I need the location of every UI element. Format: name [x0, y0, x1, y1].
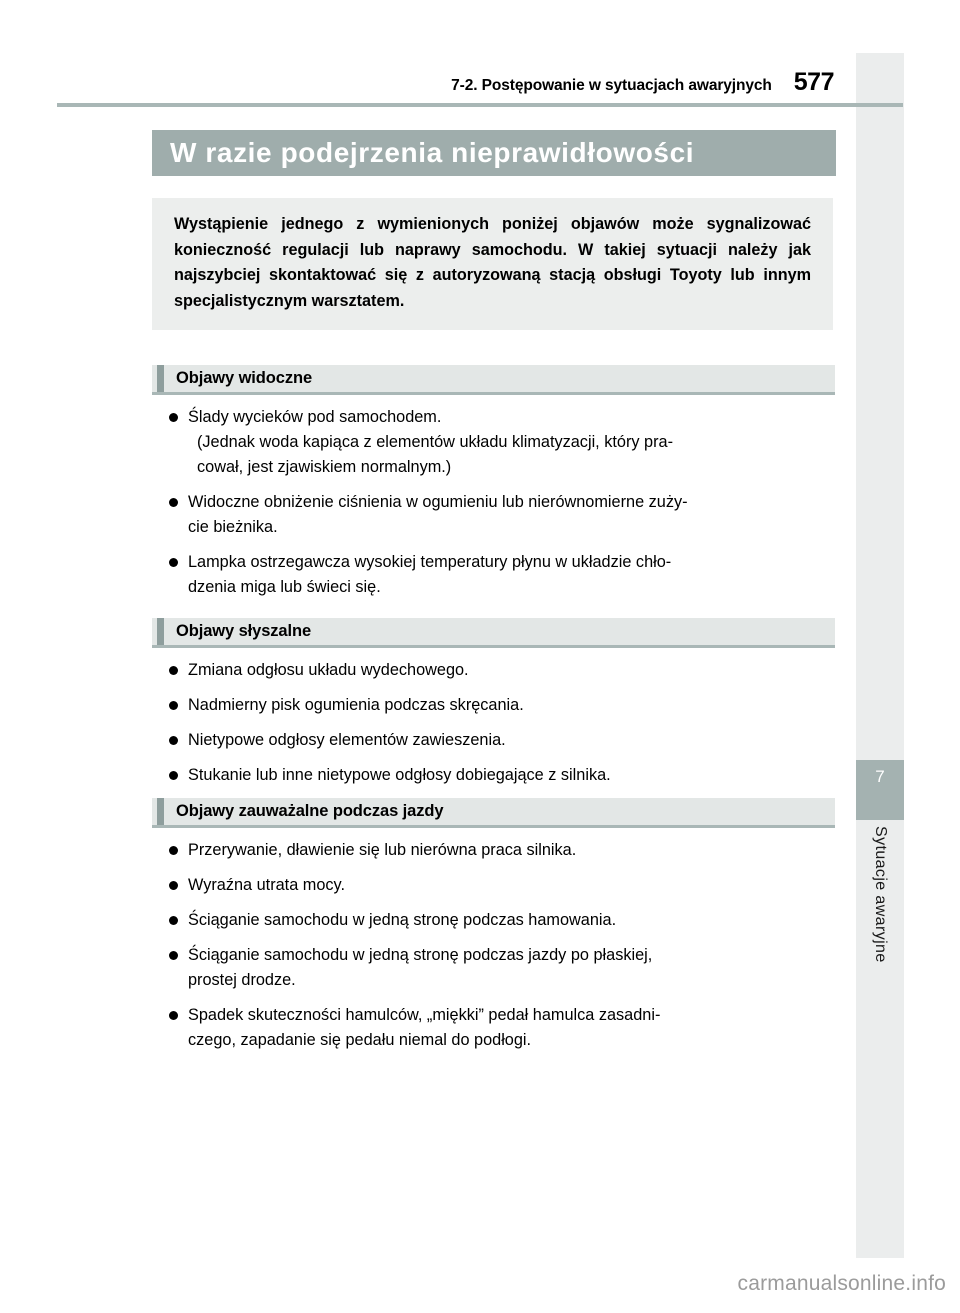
bullet-dot-icon	[169, 951, 178, 960]
list-item-line: Nietypowe odgłosy elementów zawieszenia.	[188, 731, 506, 749]
list-item-line: prostej drodze.	[188, 971, 296, 989]
list-item-line: cie bieżnika.	[188, 518, 278, 536]
section-header-bar	[152, 618, 835, 648]
list-item-line: Ślady wycieków pod samochodem.	[188, 408, 442, 426]
header-section-title: 7-2. Postępowanie w sytuacjach awaryjnych	[451, 77, 772, 94]
bullet-dot-icon	[169, 498, 178, 507]
list-item	[152, 908, 835, 933]
list-item-line: (Jednak woda kapiąca z elementów układu klimatyzacji, który pra-	[197, 433, 673, 451]
bullet-dot-icon	[169, 666, 178, 675]
symptom-list	[152, 648, 835, 788]
page-title: W razie podejrzenia nieprawidłowości	[170, 137, 695, 168]
bullet-dot-icon	[169, 1011, 178, 1020]
page-title-banner	[152, 130, 836, 176]
list-item-line: czego, zapadanie się pedału niemal do podłogi.	[188, 1031, 532, 1049]
bullet-dot-icon	[169, 701, 178, 710]
bullet-dot-icon	[169, 413, 178, 422]
bullet-dot-icon	[169, 558, 178, 567]
list-item	[152, 838, 835, 863]
chapter-number-tab	[856, 760, 904, 820]
list-item-line: Nadmierny pisk ogumienia podczas skręcania.	[188, 696, 524, 714]
section-heading: Objawy zauważalne podczas jazdy	[176, 802, 444, 820]
list-item	[152, 490, 835, 540]
list-item	[152, 728, 835, 753]
list-item-line: dzenia miga lub świeci się.	[188, 578, 381, 596]
list-item-line: Wyraźna utrata mocy.	[188, 876, 345, 894]
section-heading: Objawy widoczne	[176, 369, 313, 387]
list-item-line: Spadek skuteczności hamulców, „miękki” pedał hamulca zasadni-	[188, 1006, 661, 1024]
list-item	[152, 693, 835, 718]
page-number: 577	[793, 68, 834, 96]
list-item-line: Zmiana odgłosu układu wydechowego.	[188, 661, 469, 679]
bullet-dot-icon	[169, 916, 178, 925]
section-header-bar	[152, 365, 835, 395]
list-item-line: Przerywanie, dławienie się lub nierówna praca silnika.	[188, 841, 577, 859]
section-heading: Objawy słyszalne	[176, 622, 312, 640]
list-item	[152, 943, 835, 993]
symptom-list	[152, 828, 835, 1053]
bullet-dot-icon	[169, 771, 178, 780]
list-item-line: Lampka ostrzegawcza wysokiej temperatury płynu w układzie chło-	[188, 553, 672, 571]
symptom-section	[152, 365, 835, 610]
symptom-list	[152, 395, 835, 600]
watermark: carmanualsonline.info	[737, 1272, 946, 1295]
list-item	[152, 550, 835, 600]
bullet-dot-icon	[169, 881, 178, 890]
chapter-label-text: Sytuacje awaryjne	[872, 826, 889, 963]
chapter-label	[856, 826, 904, 1086]
symptom-section	[152, 798, 835, 1063]
list-item	[152, 1003, 835, 1053]
symptom-section	[152, 618, 835, 798]
list-item	[152, 405, 835, 480]
list-item	[152, 873, 835, 898]
list-item-line: cował, jest zjawiskiem normalnym.)	[197, 458, 452, 476]
list-item-line: Ściąganie samochodu w jedną stronę podczas jazdy po płaskiej,	[188, 946, 653, 964]
header-divider	[57, 103, 903, 107]
intro-notice-box	[152, 198, 833, 330]
bullet-dot-icon	[169, 736, 178, 745]
intro-text: Wystąpienie jednego z wymienionych poniżej objawów może sygnalizować konieczność regulacji lub naprawy samochodu. W takiej sytuacji należy jak najszybciej skontaktować się z autoryzowaną stacją obsługi Toyoty lub innym specjalistycznym warsztatem.	[174, 215, 811, 310]
chapter-number: 7	[875, 767, 885, 786]
list-item-line: Ściąganie samochodu w jedną stronę podczas hamowania.	[188, 911, 617, 929]
page-header	[0, 68, 856, 94]
section-header-bar	[152, 798, 835, 828]
list-item	[152, 658, 835, 683]
list-item-line: Widoczne obniżenie ciśnienia w ogumieniu lub nierównomierne zuży-	[188, 493, 688, 511]
list-item	[152, 763, 835, 788]
list-item-line: Stukanie lub inne nietypowe odgłosy dobiegające z silnika.	[188, 766, 611, 784]
bullet-dot-icon	[169, 846, 178, 855]
